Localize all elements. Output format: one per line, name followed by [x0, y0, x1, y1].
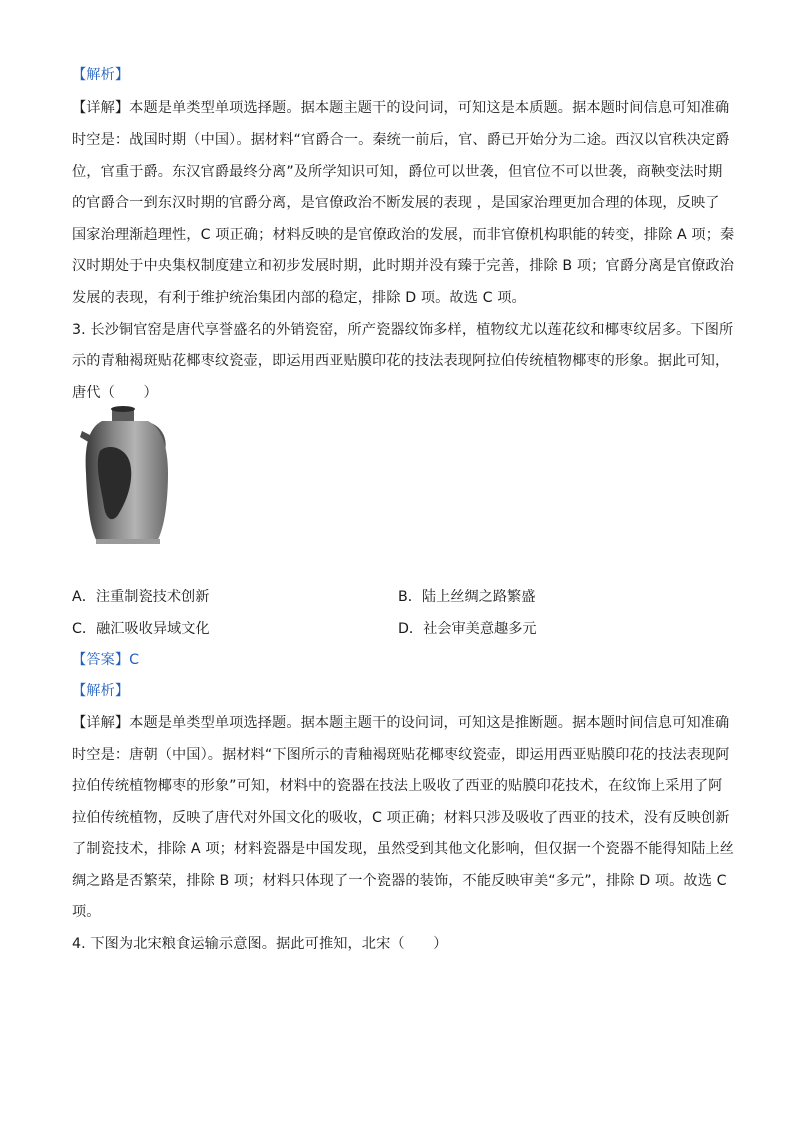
porcelain-ewer-image: [72, 403, 188, 549]
option-b: B．陆上丝绸之路繁盛: [398, 589, 536, 605]
ewer-photo: [72, 403, 188, 549]
analysis-line: 绸之路是否繁荣，排除 B 项；材料只体现了一个瓷器的装饰，不能反映审美“多元”，排除 D 项。故选 C: [72, 873, 727, 889]
analysis-line: 拉伯传统植物，反映了唐代对外国文化的吸收，C 项正确；材料只涉及吸收了西亚的技术，没有反映创新: [72, 810, 730, 826]
question-4-stem: 4. 下图为北宋粮食运输示意图。据此可推知，北宋（ ）: [72, 936, 448, 952]
analysis-line: 时空是：战国时期（中国）。据材料“官爵合一。秦统一前后，官、爵已开始分为二途。西汉以官秩决定爵: [72, 132, 730, 148]
analysis-line: 拉伯传统植物椰枣的形象”可知，材料中的瓷器在技法上吸收了西亚的贴膜印花技术，在纹饰上采用了阿: [72, 778, 723, 794]
analysis-heading: 【解析】: [72, 67, 130, 83]
question-3-stem: 3. 长沙铜官窑是唐代享誉盛名的外销瓷窑，所产瓷器纹饰多样，植物纹尤以莲花纹和椰枣纹居多。下图所: [72, 322, 734, 338]
analysis-line: 了制瓷技术，排除 A 项；材料瓷器是中国发现，虽然受到其他文化影响，但仅据一个瓷器不能得知陆上丝: [72, 841, 734, 857]
analysis-line: 国家治理渐趋理性，C 项正确；材料反映的是官僚政治的发展，而非官僚机构职能的转变，排除 A 项；秦: [72, 227, 735, 243]
analysis-heading: 【解析】: [72, 683, 130, 699]
analysis-line: 汉时期处于中央集权制度建立和初步发展时期，此时期并没有臻于完善，排除 B 项；官爵分离是官僚政治: [72, 258, 734, 274]
analysis-line: 位，官重于爵。东汉官爵最终分离”及所学知识可知，爵位可以世袭，但官位不可以世袭，商鞅变法时期: [72, 164, 723, 180]
question-3-stem: 示的青釉褐斑贴花椰枣纹瓷壶，即运用西亚贴膜印花的技法表现阿拉伯传统植物椰枣的形象。据此可知，: [72, 353, 730, 369]
option-a: A．注重制瓷技术创新: [72, 589, 210, 605]
option-c: C．融汇吸收异域文化: [72, 621, 210, 637]
analysis-line: 【详解】本题是单类型单项选择题。据本题主题干的设问词，可知这是推断题。据本题时间信息可知准确: [72, 715, 730, 731]
analysis-line: 项。: [72, 904, 101, 920]
analysis-line: 时空是：唐朝（中国）。据材料“下图所示的青釉褐斑贴花椰枣纹瓷壶，即运用西亚贴膜印花的技法表现阿: [72, 747, 730, 763]
analysis-line: 【详解】本题是单类型单项选择题。据本题主题干的设问词，可知这是本质题。据本题时间信息可知准确: [72, 100, 730, 116]
question-3-stem: 唐代（ ）: [72, 385, 158, 401]
option-d: D．社会审美意趣多元: [398, 621, 537, 637]
analysis-line: 的官爵合一到东汉时期的官爵分离，是官僚政治不断发展的表现 ，是国家治理更加合理的体现，反映了: [72, 195, 720, 211]
answer-label: 【答案】C: [72, 652, 140, 668]
analysis-line: 发展的表现，有利于维护统治集团内部的稳定，排除 D 项。故选 C 项。: [72, 290, 526, 306]
